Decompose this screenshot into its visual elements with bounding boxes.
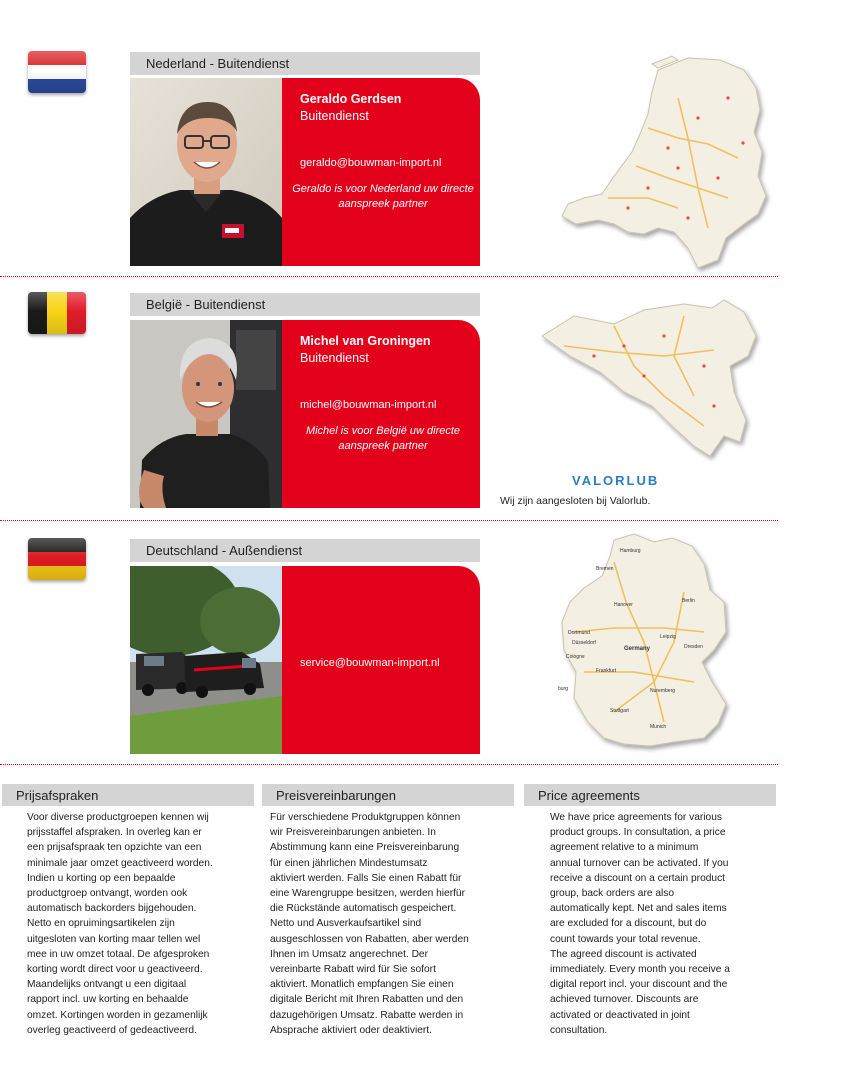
column-text-price-agreements: We have price agreements for various product groups. In consultation, a price agreement relative to a minimum annual turnover can be activated. If you receive a discount on a certain product group, back orders are also automatically kept. Net and sales items are excluded for a discount, but do count towards your total revenue. The agreed discount is activated immediately. Every month you receive a digital report incl. your discount and the achieved turnover. Discounts are activated or deactivated in joint consultation. <box>550 812 730 1036</box>
germany-map <box>554 532 774 754</box>
map-label-hamburg: Hamburg <box>620 548 641 554</box>
map-label-munich: Munich <box>650 724 667 730</box>
section-divider <box>0 764 778 765</box>
belgium-map <box>534 296 768 468</box>
contact-card-michel <box>282 320 480 508</box>
column-text-preisvereinbarungen: Für verschiedene Produktgruppen können wir Preisvereinbarungen anbieten. In Abstimmung kann eine Preisvereinbarung für einen jährlichen Mindestumsatz aktiviert werden. Falls Sie einen Rabatt für eine Warengruppe besitzen, werden hierfür die Rückstände automatisch gespeichert. Netto und Ausverkaufsartikel sind ausgeschlossen von Rabatten, aber werden Ihnen im Umsatz angerechnet. Der vereinbarte Rabatt wird für Sie sofort aktiviert. Monatlich empfangen Sie einen digitale Bericht mit Ihren Rabatten und den dazugehörigen Umsatz. Rabatte werden in Absprache aktiviert oder deaktiviert. <box>270 812 469 1036</box>
netherlands-flag <box>28 51 86 93</box>
map-label-nuremberg: Nuremberg <box>650 688 676 694</box>
contact-email[interactable]: michel@bouwman-import.nl <box>300 399 437 411</box>
contact-email[interactable]: service@bouwman-import.nl <box>300 657 440 669</box>
contact-card-germany <box>282 566 480 754</box>
map-label-hanover: Hanover <box>614 602 633 608</box>
map-label-dresden: Dresden <box>684 644 703 650</box>
map-label-frankfurt: Frankfurt <box>596 668 617 674</box>
section-title-belgium: België - Buitendienst <box>130 293 480 316</box>
map-label-leipzig: Leipzig <box>660 634 676 640</box>
section-title-netherlands: Nederland - Buitendienst <box>130 52 480 75</box>
map-label-dortmund: Dortmund <box>568 630 590 636</box>
column-title-price-agreements: Price agreements <box>524 784 776 806</box>
contact-email[interactable]: geraldo@bouwman-import.nl <box>300 157 442 169</box>
contact-role: Buitendienst <box>300 351 369 365</box>
company-vans-photo <box>130 566 282 754</box>
map-label-cologne: Cologne <box>566 654 585 660</box>
belgium-flag <box>28 292 86 334</box>
column-title-preisvereinbarungen: Preisvereinbarungen <box>262 784 514 806</box>
contact-note: Geraldo is voor Nederland uw directe aanspreek partner <box>292 183 474 210</box>
netherlands-map <box>548 48 778 278</box>
column-title-prijsafspraken: Prijsafspraken <box>2 784 254 806</box>
michel-photo <box>130 320 282 508</box>
contact-name: Geraldo Gerdsen <box>300 92 402 106</box>
geraldo-photo <box>130 78 282 266</box>
valorlub-logo: VALORLUB <box>572 473 660 488</box>
contact-note: Michel is voor België uw directe aanspreek partner <box>305 425 461 452</box>
map-label-bremen: Bremen <box>596 566 614 572</box>
map-label-berlin: Berlin <box>682 598 695 604</box>
map-label-burg: burg <box>558 686 569 692</box>
contact-role: Buitendienst <box>300 109 369 123</box>
map-label-dusseldorf: Düsseldorf <box>572 640 596 646</box>
contact-card-geraldo <box>282 78 480 266</box>
section-divider <box>0 520 778 521</box>
map-label-stuttgart: Stuttgart <box>610 708 629 714</box>
map-label-germany: Germany <box>624 646 651 652</box>
valorlub-text: Wij zijn aangesloten bij Valorlub. <box>500 495 651 507</box>
section-divider <box>0 276 778 277</box>
column-text-prijsafspraken: Voor diverse productgroepen kennen wij prijsstaffel afspraken. In overleg kan er een prijsafspraak ten opzichte van een minimale jaar omzet geactiveerd worden. Indien u korting op een bepaalde productgroep ontvangt, worden ook automatisch backorders bijgehouden. Netto en opruimingsartikelen zijn uitgesloten van korting maar tellen wel mee in uw omzet totaal. De afgesproken korting wordt direct voor u geactiveerd. Maandelijks ontvangt u een digitaal rapport incl. uw korting en behaalde omzet. Kortingen worden in gezamenlijk overleg geactiveerd of gedeactiveerd. <box>27 812 213 1036</box>
section-title-germany: Deutschland - Außendienst <box>130 539 480 562</box>
germany-flag <box>28 538 86 580</box>
contact-name: Michel van Groningen <box>300 334 431 348</box>
